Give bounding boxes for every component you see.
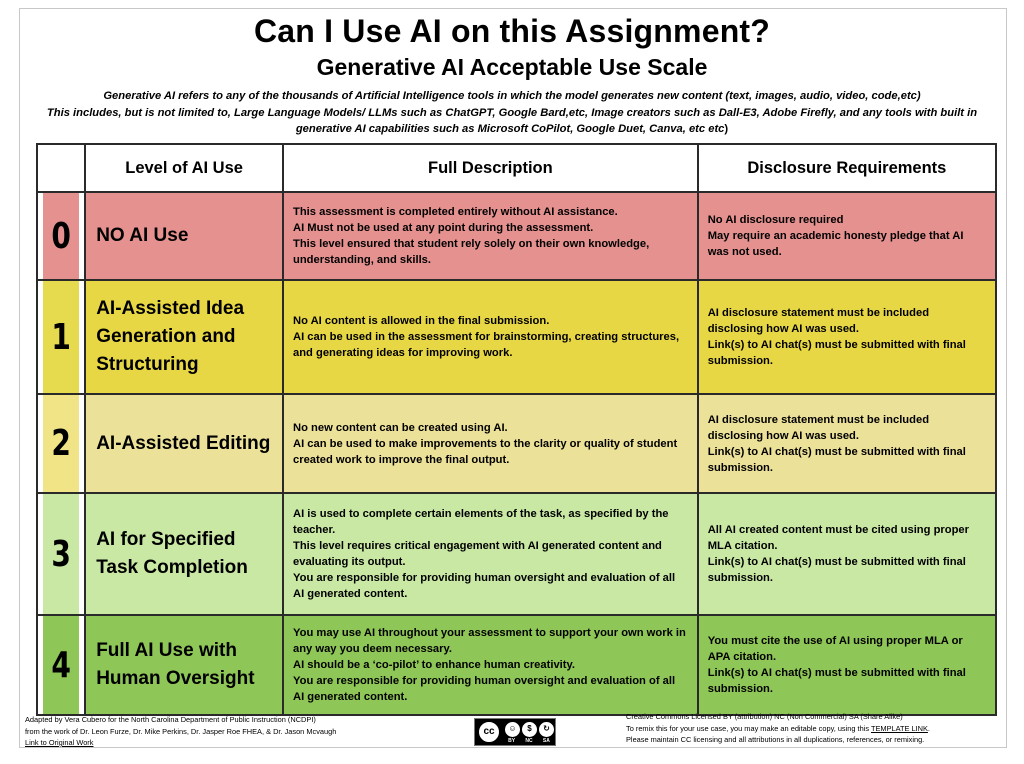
original-work-link[interactable]: Link to Original Work <box>25 738 94 747</box>
license-line: Please maintain CC licensing and all attributions in all duplications, references, or remixing. <box>626 735 925 744</box>
description-line: This assessment is completed entirely without AI assistance. <box>293 206 618 218</box>
table-row <box>37 493 996 615</box>
license-line: Creative Commons Licensed BY (attribution) NC (Non Commercial) SA (Share Alike) <box>626 712 903 721</box>
disclosure-line: Link(s) to AI chat(s) must be submitted with final submission. <box>707 339 966 367</box>
header-level: Level of AI Use <box>85 144 283 192</box>
level-disclosure <box>698 493 996 615</box>
table-row <box>37 615 996 715</box>
description-line: AI should be a ‘co-pilot’ to enhance human creativity. <box>293 659 576 671</box>
remix-text: To remix this for your use case, you may make an editable copy, using this <box>626 723 871 733</box>
description-line: You may use AI throughout your assessment to support your own work in any way you deem necessary. <box>293 627 686 655</box>
description-line: AI can be used to make improvements to the clarity or quality of student created work to improve the final output. <box>293 437 678 466</box>
disclosure-line: All AI created content must be cited using proper MLA citation. <box>707 524 970 552</box>
cc-license-badge <box>474 718 556 746</box>
description-line: This level ensured that student rely solely on their own knowledge, understanding, and skills. <box>293 238 650 266</box>
cc-nc-label: NC <box>525 738 533 744</box>
intro-line: This includes, but is not limited to, Large Language Models/ LLMs such as ChatGPT, Google Bard,etc, Image creators such as Dall-E3, Adobe Firefly, and any tools with built in <box>46 106 978 119</box>
disclosure-line: Link(s) to AI chat(s) must be submitted with final submission. <box>707 556 966 584</box>
description-line: You are responsible for providing human oversight and evaluation of all AI generated content. <box>293 675 676 703</box>
cc-by-label: BY <box>508 738 516 744</box>
level-description <box>283 280 698 394</box>
ai-use-scale-table <box>36 143 997 716</box>
disclosure-line: AI disclosure statement must be included disclosing how AI was used. <box>707 307 930 335</box>
header-description: Full Description <box>283 144 698 192</box>
cc-badge-labels <box>503 738 555 744</box>
level-number: 2 <box>42 394 80 493</box>
disclosure-line: You must cite the use of AI using proper MLA or APA citation. <box>707 635 963 663</box>
disclosure-line: May require an academic honesty pledge that AI was not used. <box>707 230 964 258</box>
level-name: Full AI Use with Human Oversight <box>85 615 283 715</box>
description-line: No new content can be created using AI. <box>293 421 508 434</box>
level-description <box>283 394 698 493</box>
level-number: 4 <box>42 615 80 715</box>
table-row <box>37 394 996 493</box>
remix-line <box>626 723 1006 735</box>
license-footer <box>626 711 1006 746</box>
remix-period: . <box>927 723 930 733</box>
level-number: 0 <box>42 192 80 280</box>
level-name: NO AI Use <box>85 192 283 280</box>
attribution-line: from the work of Dr. Leon Furze, Dr. Mike Perkins, Dr. Jasper Roe FHEA, & Dr. Jason Mcvaugh <box>25 726 337 736</box>
level-name: AI-Assisted Idea Generation and Structuring <box>85 280 283 394</box>
intro-line: Generative AI refers to any of the thousands of Artificial Intelligence tools in which the model generates new content (text, images, audio, video, code,etc) <box>103 90 921 102</box>
level-disclosure <box>698 192 996 280</box>
level-name: AI-Assisted Editing <box>85 394 283 493</box>
page-subtitle: Generative AI Acceptable Use Scale <box>316 54 708 80</box>
table-row <box>37 280 996 394</box>
noncommercial-icon: $ <box>521 721 538 738</box>
table-row <box>37 192 996 280</box>
level-description <box>283 615 698 715</box>
attribution-person-icon: ☺ <box>504 721 521 738</box>
cc-sa-label: SA <box>542 738 550 744</box>
disclosure-line: No AI disclosure required <box>707 214 844 226</box>
level-disclosure <box>698 280 996 394</box>
intro-line <box>24 121 1000 138</box>
level-number: 3 <box>42 493 80 615</box>
description-line: No AI content is allowed in the final submission. <box>293 315 550 327</box>
table-header-row <box>37 144 996 192</box>
description-line: AI is used to complete certain elements of the task, as specified by the teacher. <box>293 508 669 536</box>
description-line: You are responsible for providing human oversight and evaluation of all AI generated content. <box>293 572 676 600</box>
level-name: AI for Specified Task Completion <box>85 493 283 615</box>
disclosure-line: Link(s) to AI chat(s) must be submitted with final submission. <box>707 445 966 474</box>
level-number: 1 <box>42 280 80 394</box>
page-title: Can I Use AI on this Assignment? <box>253 13 771 49</box>
disclosure-line: AI disclosure statement must be included disclosing how AI was used. <box>707 413 930 442</box>
cc-icon: cc <box>477 720 501 744</box>
disclosure-line: Link(s) to AI chat(s) must be submitted with final submission. <box>707 667 966 695</box>
level-disclosure <box>698 394 996 493</box>
template-link[interactable]: TEMPLATE LINK <box>870 723 928 733</box>
header-disclosure: Disclosure Requirements <box>698 144 996 192</box>
attribution-line: Adapted by Vera Cubero for the North Carolina Department of Public Instruction (NCDPI) <box>25 715 316 724</box>
header-number-cell <box>37 144 85 192</box>
intro-close-paren: ) <box>724 123 729 135</box>
level-disclosure <box>698 615 996 715</box>
share-alike-icon: ↻ <box>538 721 555 738</box>
intro-line-text: generative AI capabilities such as Microsoft CoPilot, Google Duet, Canva, etc etc <box>295 123 725 135</box>
level-description <box>283 493 698 615</box>
description-line: AI can be used in the assessment for brainstorming, creating structures, and generating ideas for improving work. <box>293 331 680 359</box>
attribution-footer <box>25 714 445 749</box>
description-line: AI Must not be used at any point during the assessment. <box>293 222 594 234</box>
intro-paragraph <box>24 88 1000 138</box>
description-line: This level requires critical engagement with AI generated content and evaluating its output. <box>293 540 662 568</box>
level-description <box>283 192 698 280</box>
